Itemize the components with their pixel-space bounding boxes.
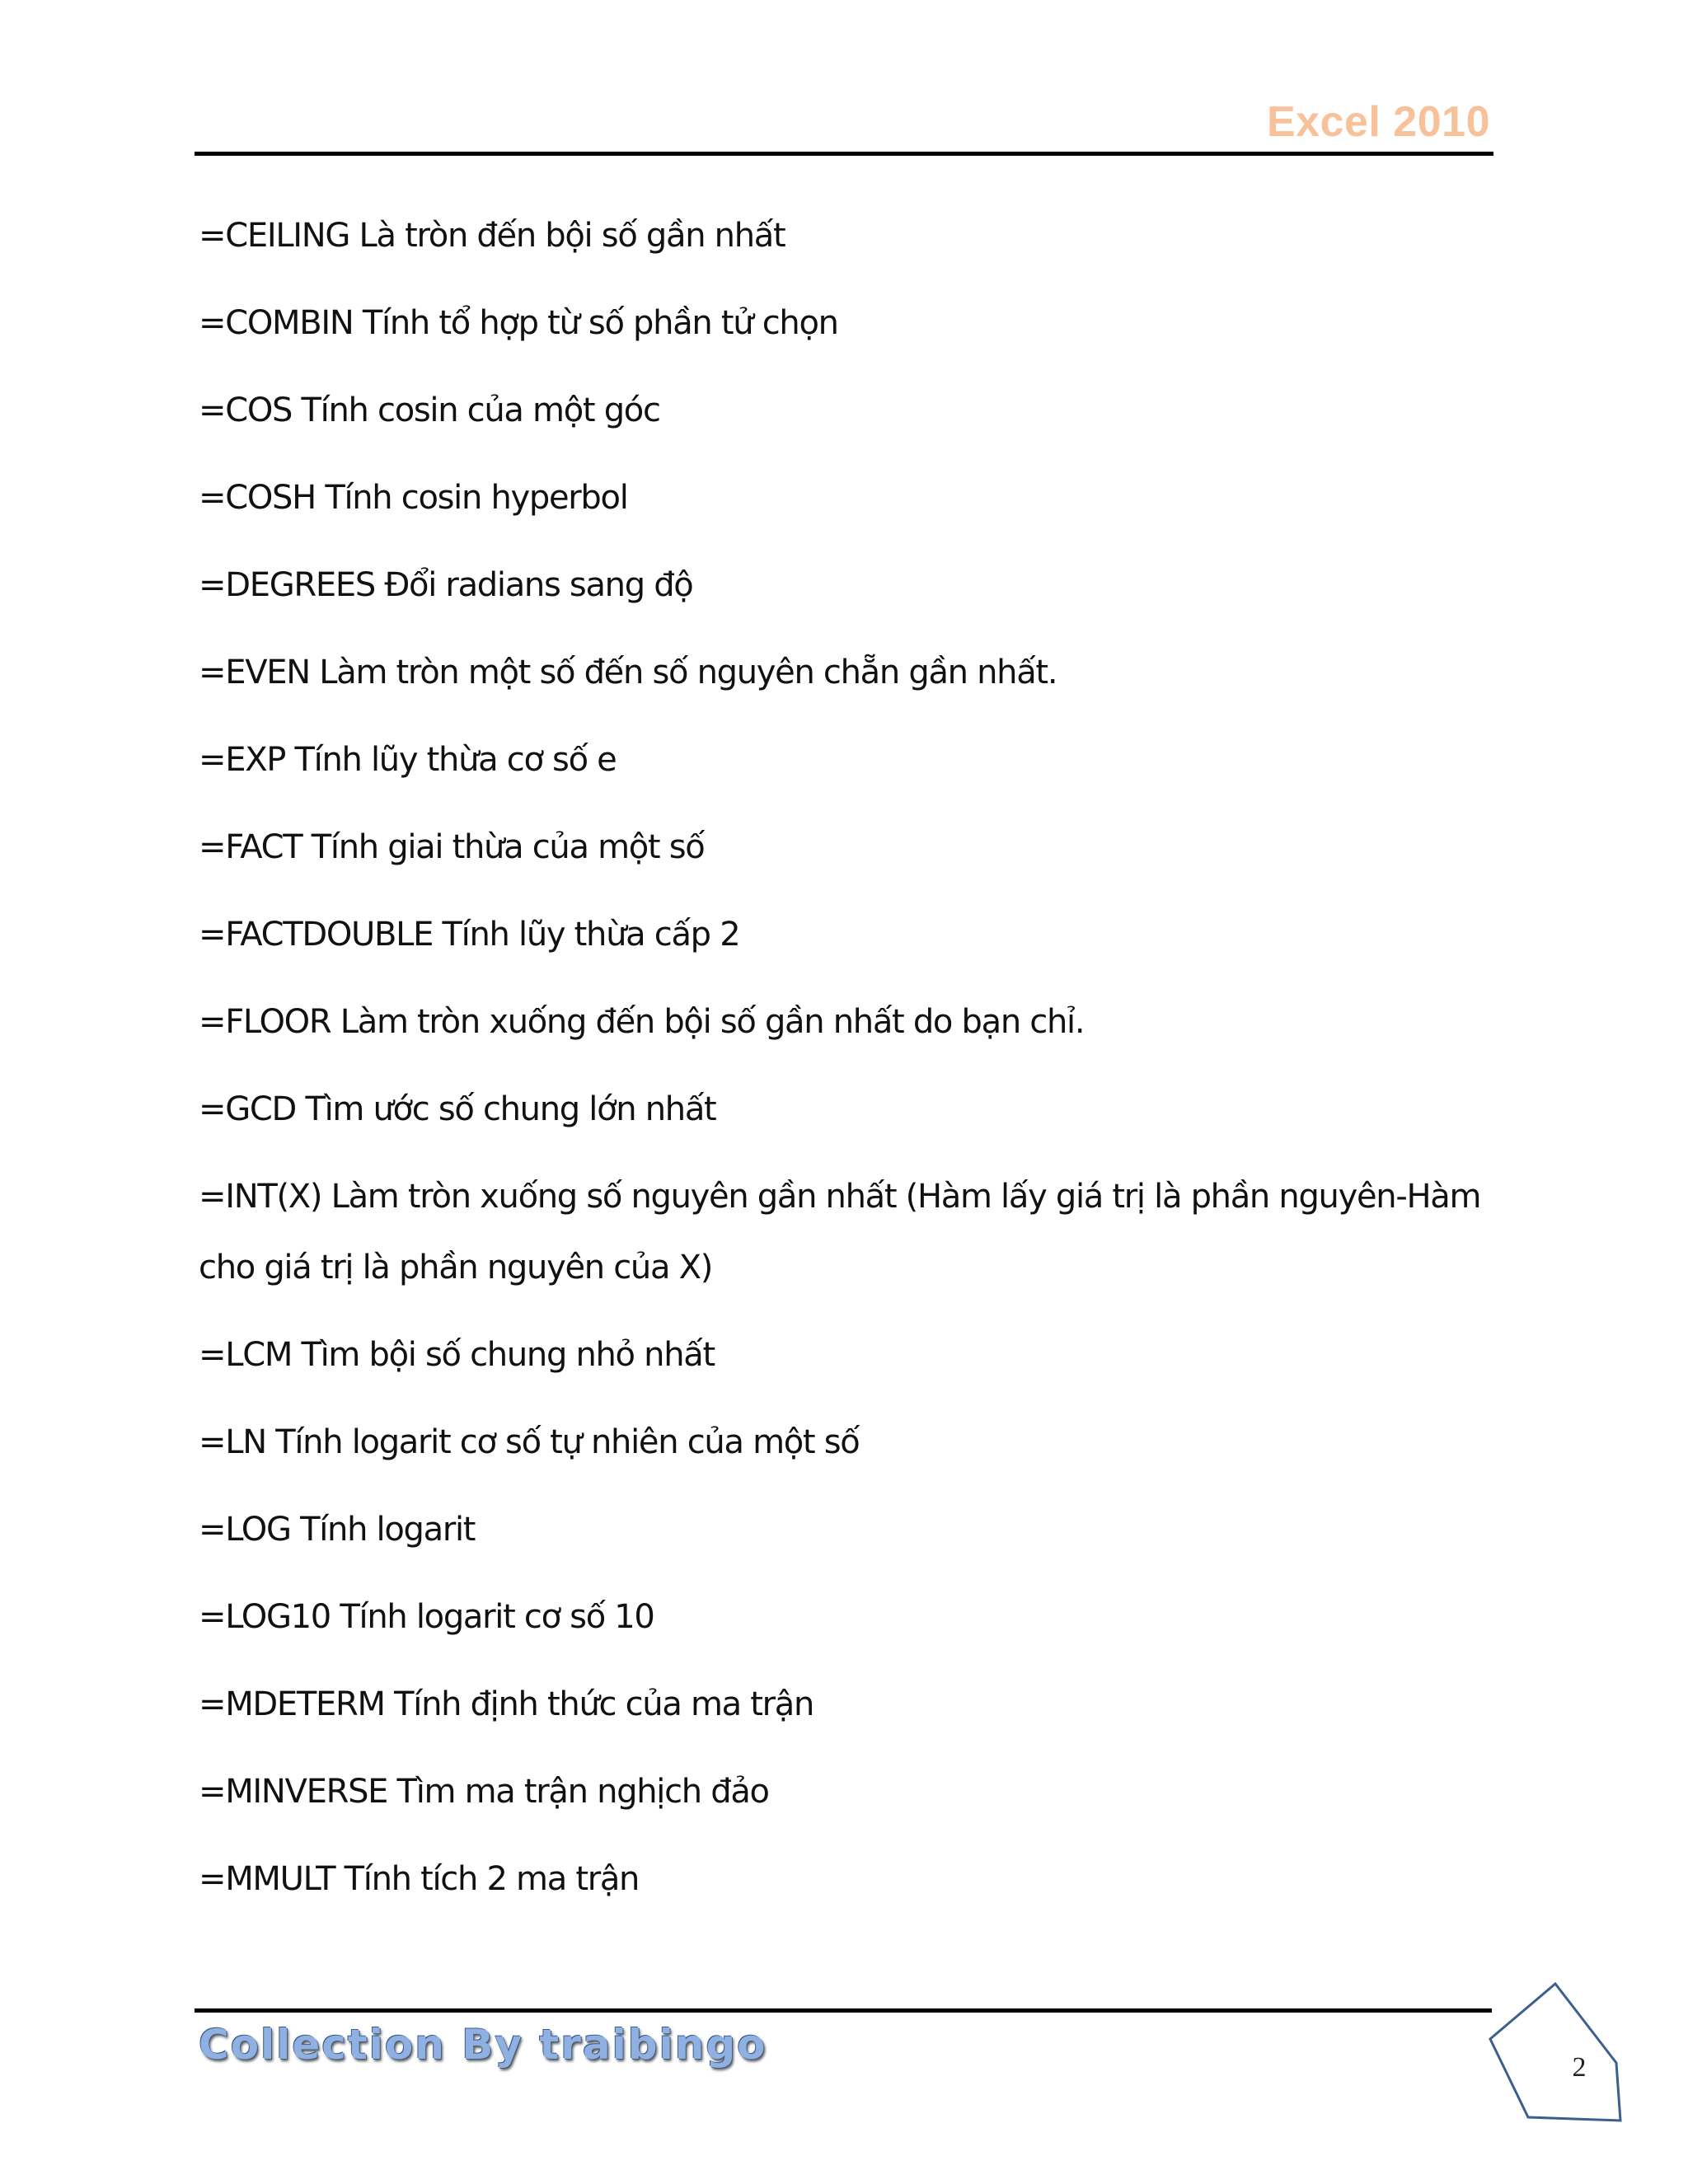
function-entry: =FLOOR Làm tròn xuống đến bội số gần nhất do bạn chỉ. <box>199 1003 1085 1041</box>
function-entry: =EVEN Làm tròn một số đến số nguyên chẵn gần nhất. <box>199 654 1057 691</box>
function-entry: =FACTDOUBLE Tính lũy thừa cấp 2 <box>199 916 740 954</box>
function-entry: =MMULT Tính tích 2 ma trận <box>199 1860 640 1898</box>
header-divider <box>195 152 1493 156</box>
function-entry: =FACT Tính giai thừa của một số <box>199 828 705 866</box>
function-entry: =LOG10 Tính logarit cơ số 10 <box>199 1598 654 1636</box>
footer-credit: Collection By traibingo <box>199 2021 767 2069</box>
function-entry: =COS Tính cosin của một góc <box>199 391 660 429</box>
function-entry: =DEGREES Đổi radians sang độ <box>199 566 693 604</box>
function-entry: =COSH Tính cosin hyperbol <box>199 479 628 517</box>
document-header-title: Excel 2010 <box>1266 98 1490 146</box>
function-entry: =LN Tính logarit cơ số tự nhiên của một số <box>199 1423 860 1461</box>
function-entry: =INT(X) Làm tròn xuống số nguyên gần nhất (Hàm lấy giá trị là phần nguyên-Hàm cho giá trị là phần nguyên của X) <box>199 1178 1490 1286</box>
function-entry: =MDETERM Tính định thức của ma trận <box>199 1685 814 1723</box>
function-list <box>199 200 1493 1931</box>
function-entry: =GCD Tìm ước số chung lớn nhất <box>199 1090 716 1128</box>
page-number: 2 <box>1572 2052 1587 2083</box>
function-entry: =LCM Tìm bội số chung nhỏ nhất <box>199 1336 715 1374</box>
function-entry: =LOG Tính logarit <box>199 1511 476 1549</box>
function-entry: =MINVERSE Tìm ma trận nghịch đảo <box>199 1773 769 1811</box>
function-entry: =EXP Tính lũy thừa cơ số e <box>199 741 617 779</box>
footer-divider <box>195 2008 1492 2013</box>
function-entry: =CEILING Là tròn đến bội số gần nhất <box>199 217 785 255</box>
function-entry: =COMBIN Tính tổ hợp từ số phần tử chọn <box>199 304 838 342</box>
